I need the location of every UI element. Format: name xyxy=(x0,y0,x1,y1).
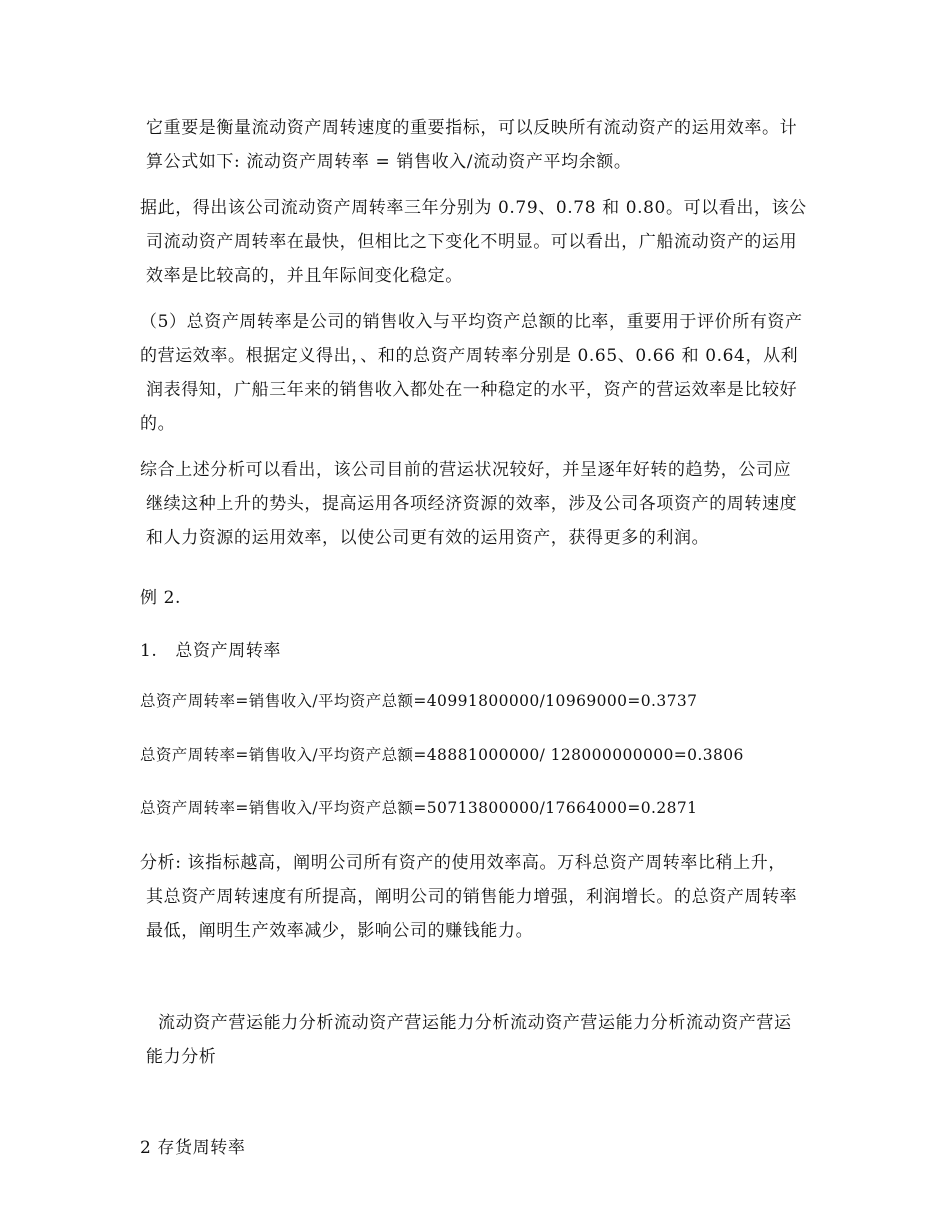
text-line: 的营运效率。根据定义得出，、和的总资产周转率分别是 0.65、0.66 和 0.64，从利 xyxy=(140,346,799,366)
paragraph-total-asset-turnover xyxy=(140,305,803,441)
text-line: 最低，阐明生产效率减少，影响公司的赚钱能力。 xyxy=(146,921,534,941)
text-line: 效率是比较高的，并且年际间变化稳定。 xyxy=(146,266,463,286)
list-item-total-asset-turnover: 1. 总资产周转率 xyxy=(140,641,282,661)
text-line: 其总资产周转速度有所提高，阐明公司的销售能力增强，利润增长。的总资产周转率 xyxy=(146,887,798,907)
text-line: 据此，得出该公司流动资产周转率三年分别为 0.79、0.78 和 0.80。可以看出，该公 xyxy=(140,198,807,218)
paragraph-current-asset-turnover-result xyxy=(140,191,807,293)
text-line: 司流动资产周转率在最快，但相比之下变化不明显。可以看出，广船流动资产的运用 xyxy=(146,232,798,252)
paragraph-analysis xyxy=(140,846,797,948)
example-label: 例 2. xyxy=(140,588,182,608)
text-line: （5）总资产周转率是公司的销售收入与平均资产总额的比率，重要用于评价所有资产 xyxy=(140,312,803,332)
heading-line: 能力分析 xyxy=(146,1047,217,1067)
paragraph-summary xyxy=(140,453,797,555)
text-line: 综合上述分析可以看出，该公司目前的营运状况较好，并呈逐年好转的趋势，公司应 xyxy=(140,460,792,480)
formula-line: 总资产周转率=销售收入/平均资产总额=50713800000/17664000=0.2871 xyxy=(140,799,698,817)
text-line: 它重要是衡量流动资产周转速度的重要指标，可以反映所有流动资产的运用效率。计 xyxy=(146,118,798,138)
heading-line: 流动资产营运能力分析流动资产营运能力分析流动资产营运能力分析流动资产营运 xyxy=(158,1013,792,1033)
section-heading xyxy=(146,1006,792,1074)
text-line: 分析: 该指标越高，阐明公司所有资产的使用效率高。万科总资产周转率比稍上升， xyxy=(140,853,786,873)
paragraph-current-asset-turnover-definition xyxy=(146,111,797,179)
text-line: 和人力资源的运用效率，以使公司更有效的运用资产，获得更多的利润。 xyxy=(146,528,710,548)
formula-line: 总资产周转率=销售收入/平均资产总额=40991800000/10969000=0.3737 xyxy=(140,692,698,710)
text-line: 继续这种上升的势头，提高运用各项经济资源的效率，涉及公司各项资产的周转速度 xyxy=(146,494,798,514)
text-line: 算公式如下: 流动资产周转率 = 销售收入/流动资产平均余额。 xyxy=(146,152,632,172)
text-line: 的。 xyxy=(140,414,176,434)
text-line: 润表得知，广船三年来的销售收入都处在一种稳定的水平，资产的营运效率是比较好 xyxy=(146,380,798,400)
formula-line: 总资产周转率=销售收入/平均资产总额=48881000000/ 128000000000=0.3806 xyxy=(140,746,744,764)
subsection-inventory-turnover: 2 存货周转率 xyxy=(140,1138,246,1158)
